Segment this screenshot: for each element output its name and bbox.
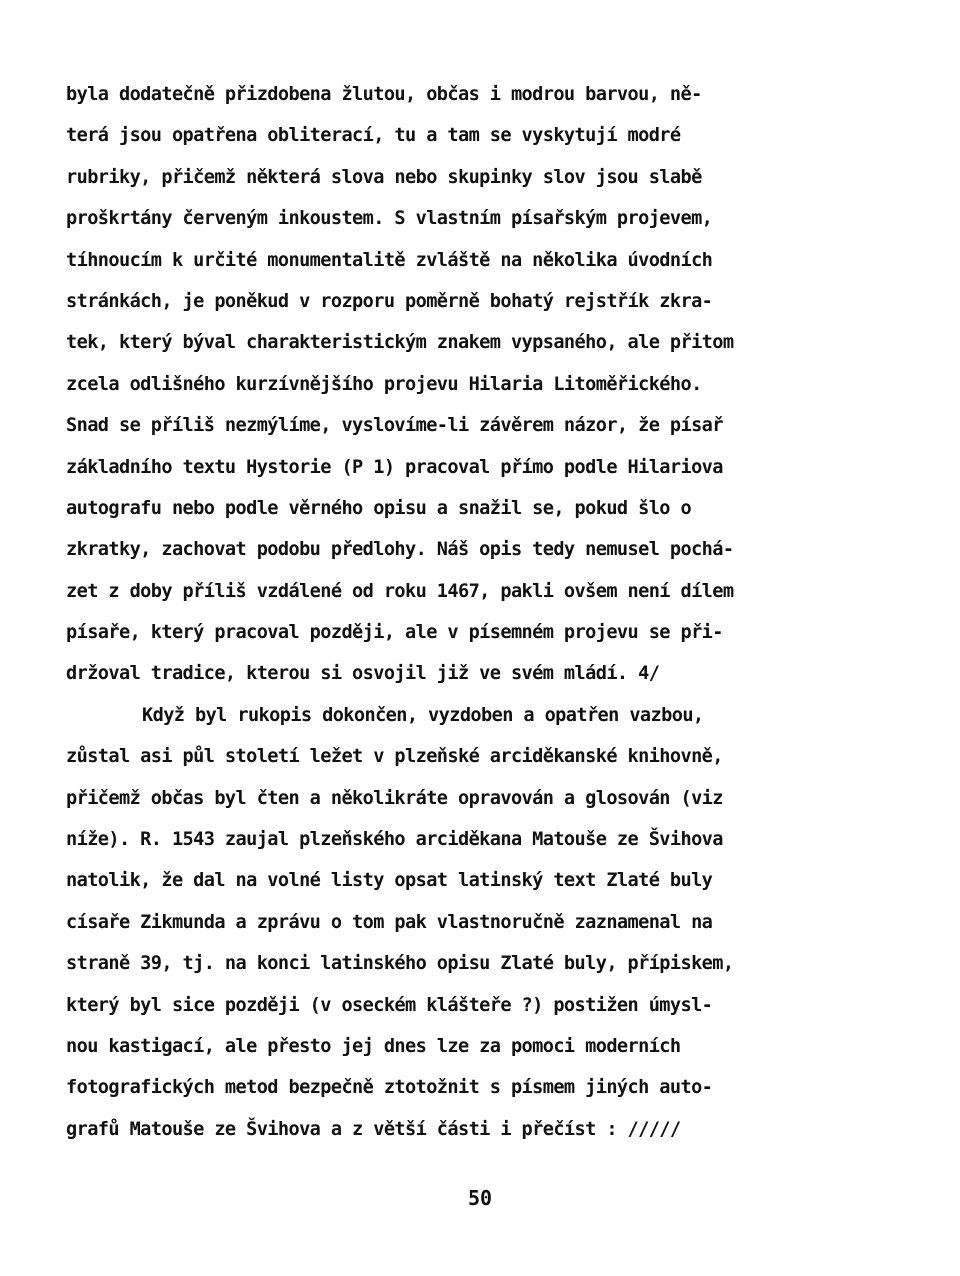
text-line: zet z doby příliš vzdálené od roku 1467, pakli ovšem není dílem [66, 580, 734, 602]
page-number: 50 [467, 1186, 493, 1210]
text-line: držoval tradice, kterou si osvojil již ve svém mládí. 4/ [66, 663, 660, 685]
text-line: nou kastigací, ale přesto jej dnes lze za pomoci moderních [66, 1035, 681, 1057]
text-line: císaře Zikmunda a zprávu o tom pak vlastnoručně zaznamenal na [66, 911, 713, 933]
text-line: terá jsou opatřena obliterací, tu a tam se vyskytují modré [66, 125, 681, 147]
text-line: Snad se příliš nezmýlíme, vyslovíme-li závěrem názor, že písař [66, 415, 723, 437]
text-line: zůstal asi půl století ležet v plzeňské arciděkanské knihovně, [66, 746, 723, 768]
text-line: písaře, který pracoval později, ale v písemném projevu se při- [66, 622, 723, 644]
text-line: tek, který býval charakteristickým znakem vypsaného, ale přitom [66, 332, 734, 354]
text-line: přičemž občas byl čten a několikráte opravován a glosován (viz [66, 787, 723, 809]
text-line: Když byl rukopis dokončen, vyzdoben a opatřen vazbou, [142, 704, 704, 726]
text-line: který byl sice později (v oseckém klášteře ?) postižen úmysl- [66, 994, 713, 1016]
text-line: rubriky, přičemž některá slova nebo skupinky slov jsou slabě [66, 166, 702, 188]
text-line: straně 39, tj. na konci latinského opisu Zlaté buly, přípiskem, [66, 953, 734, 975]
text-line: natolik, že dal na volné listy opsat latinský text Zlaté buly [66, 870, 713, 892]
text-line: stránkách, je poněkud v rozporu poměrně bohatý rejstřík zkra- [66, 290, 713, 312]
text-line: základního textu Hystorie (P 1) pracoval přímo podle Hilariova [66, 456, 723, 478]
text-line: zkratky, zachovat podobu předlohy. Náš opis tedy nemusel pochá- [66, 539, 734, 561]
text-line: byla dodatečně přizdobena žlutou, občas i modrou barvou, ně- [66, 84, 702, 105]
text-line: fotografických metod bezpečně ztotožnit s písmem jiných auto- [66, 1077, 713, 1099]
body-text [66, 74, 896, 1150]
text-line: autografu nebo podle věrného opisu a snažil se, pokud šlo o [66, 497, 692, 519]
text-line: zcela odlišného kurzívnějšího projevu Hilaria Litoměřického. [66, 373, 702, 395]
text-line: proškrtány červeným inkoustem. S vlastním písařským projevem, [66, 208, 713, 230]
text-line: tíhnoucím k určité monumentalitě zvláště na několika úvodních [66, 249, 713, 271]
text-line: níže). R. 1543 zaujal plzeňského arciděkana Matouše ze Švihova [66, 829, 723, 851]
text-line: grafů Matouše ze Švihova a z větší části i přečíst : ///// [66, 1118, 681, 1140]
